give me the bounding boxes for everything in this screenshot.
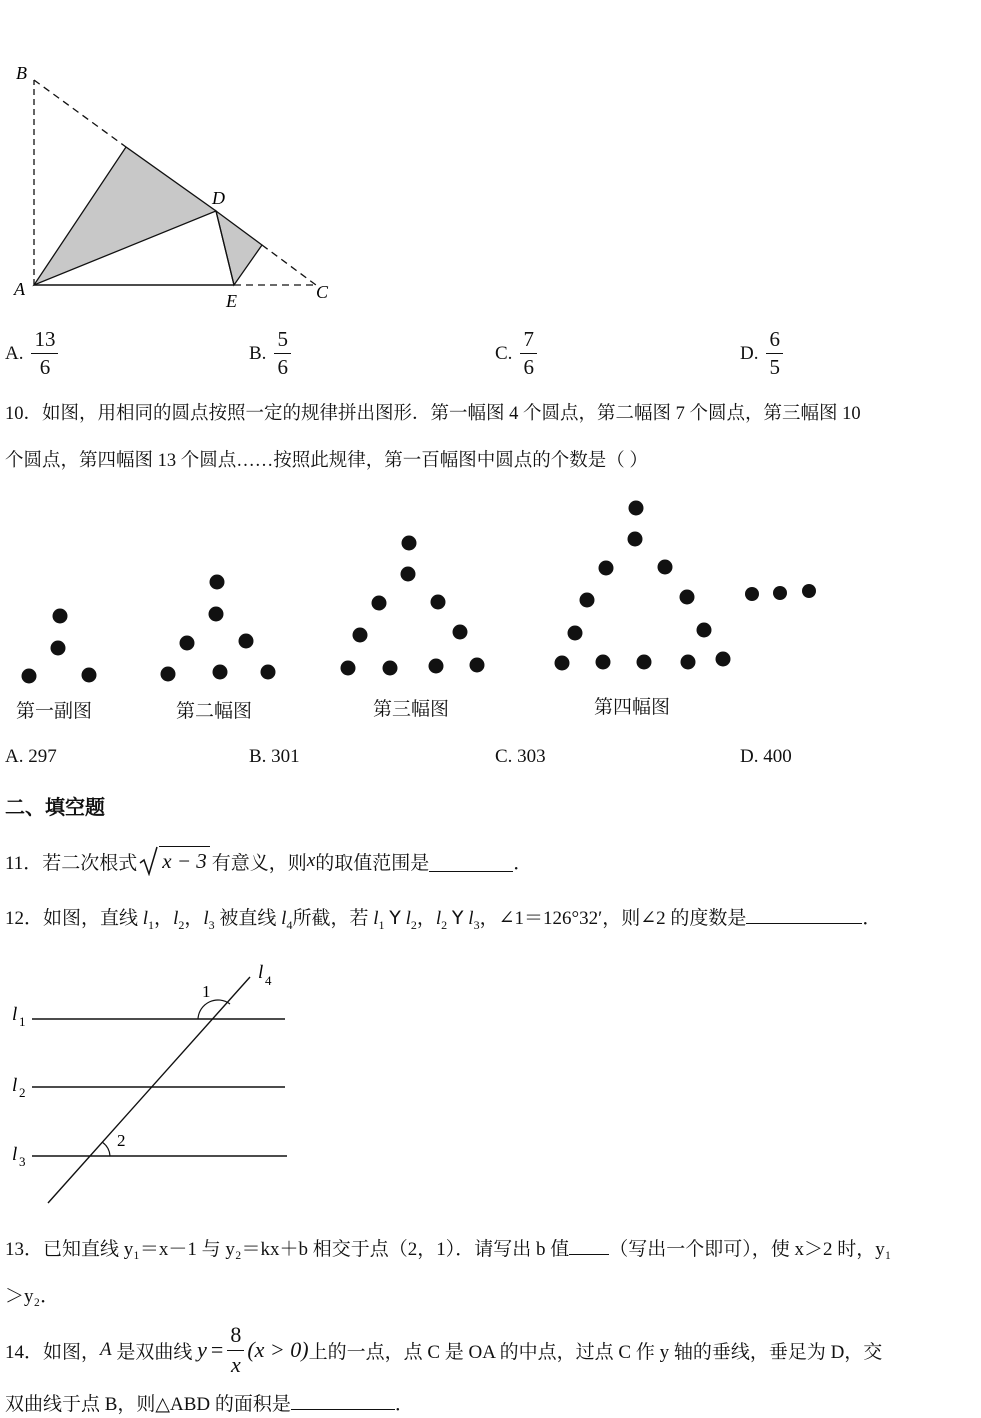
- sub-3: 3: [208, 917, 215, 932]
- q12-end: ．: [862, 908, 882, 929]
- line-l2: l: [173, 908, 179, 929]
- line-l2: l: [435, 908, 442, 929]
- shaded-triangle-small: [216, 211, 262, 285]
- numerator: 7: [520, 328, 537, 354]
- q12-text-a: 12．如图，直线: [5, 908, 143, 929]
- q14-line2: [5, 1389, 414, 1416]
- option-fraction: [31, 328, 58, 379]
- label-l1: l: [12, 1004, 18, 1025]
- option-letter: D.: [740, 342, 759, 364]
- denominator: 6: [523, 355, 534, 380]
- option-fraction: [274, 328, 291, 379]
- sub-2: 2: [178, 917, 185, 932]
- answer-blank[interactable]: [569, 1236, 609, 1255]
- angle-label-2: 2: [117, 1131, 126, 1150]
- point-label-a: A: [14, 279, 25, 299]
- q14-line1: [5, 1322, 882, 1378]
- label-l3-sub: 3: [19, 1154, 26, 1169]
- q14-text-a: 14．如图，: [5, 1341, 101, 1363]
- line-l2: l: [405, 908, 411, 929]
- denominator: x: [230, 1351, 241, 1377]
- q10-option-a[interactable]: A. 297: [5, 746, 57, 767]
- comma: ，: [416, 908, 436, 929]
- q13-text: 13．已知直线 y₁＝x－1 与 y₂＝kx＋b 相交于点（2，1）．请写出 b 值: [5, 1239, 570, 1260]
- q11: [5, 846, 532, 876]
- q10-option-c[interactable]: C. 303: [495, 746, 546, 767]
- comma: ，: [154, 908, 174, 929]
- segment-bc-2: [262, 245, 316, 285]
- q14-end: ．: [394, 1394, 414, 1415]
- q10-line2: 个圆点，第四幅图 13 个圆点……按照此规律，第一百幅图中圆点的个数是（ ）: [5, 451, 648, 471]
- sub-1: 1: [148, 917, 155, 932]
- sub-4: 4: [286, 917, 293, 932]
- eq-condition: (x > 0): [247, 1337, 309, 1362]
- parallel-symbol: Y: [389, 907, 401, 929]
- sub-2: 2: [441, 917, 448, 932]
- eq-equals: =: [210, 1337, 224, 1362]
- q12: [5, 903, 881, 933]
- label-l4: l: [258, 962, 264, 983]
- point-a: A: [100, 1339, 112, 1360]
- line-l3: l: [468, 908, 474, 929]
- angle-2-arc: [102, 1142, 110, 1156]
- line-l1: l: [373, 908, 379, 929]
- label-l1-sub: 1: [19, 1014, 26, 1029]
- q9-option-c[interactable]: [495, 328, 537, 379]
- option-fraction: [766, 328, 783, 379]
- parallel-lines-figure: [5, 960, 305, 1210]
- point-label-e: E: [226, 291, 237, 310]
- numerator: 5: [274, 328, 291, 354]
- denominator: 6: [39, 355, 51, 380]
- angle-1-arc: [198, 1000, 230, 1019]
- segment-bc: [34, 80, 126, 147]
- shaded-triangle-large: [34, 147, 216, 285]
- option-letter: C.: [495, 342, 513, 364]
- label-l2-sub: 2: [19, 1085, 26, 1100]
- denominator: 6: [277, 355, 288, 380]
- line-l3: l: [203, 908, 209, 929]
- q11-end: ．: [513, 852, 533, 874]
- option-letter: B.: [249, 342, 267, 364]
- sub-2: 2: [410, 917, 417, 932]
- point-label-d: D: [212, 188, 225, 208]
- sqrt-icon: [139, 846, 159, 876]
- answer-blank[interactable]: [746, 905, 862, 924]
- numerator: 13: [31, 328, 58, 354]
- q10-option-d[interactable]: D. 400: [740, 746, 792, 767]
- figure-label-1: 第一副图: [16, 700, 93, 722]
- q11-var: x: [306, 850, 316, 871]
- answer-blank[interactable]: [429, 851, 513, 872]
- label-l3: l: [12, 1144, 18, 1165]
- line-l4: l: [281, 908, 287, 929]
- point-label-c: C: [316, 282, 329, 302]
- triangle-figure: [8, 55, 338, 310]
- q11-prefix: 11．若二次根式: [5, 852, 138, 874]
- q14-text-b: 是双曲线: [111, 1341, 198, 1363]
- line-l4: [48, 977, 250, 1203]
- sub-3: 3: [473, 917, 480, 932]
- q14-text: 双曲线于点 B，则△ABD 的面积是: [5, 1394, 291, 1415]
- q12-angle-text: ，∠1＝126°32′，则∠2 的度数是: [479, 908, 747, 929]
- dot-pattern-figure: [0, 495, 830, 725]
- q9-option-a[interactable]: [5, 328, 58, 379]
- radicand: x − 3: [159, 846, 210, 874]
- eq-y: y: [197, 1337, 207, 1362]
- q11-suffix-a: 有意义，则: [211, 852, 307, 874]
- q12-text-c: 所截，若: [292, 908, 374, 929]
- parallel-symbol: Y: [451, 907, 464, 929]
- section-heading: 二、填空题: [5, 795, 105, 819]
- q10-line1: 10．如图，用相同的圆点按照一定的规律拼出图形．第一幅图 4 个圆点，第二幅图 7 个圆点，第三幅图 10: [5, 404, 861, 424]
- figure-label-4: 第四幅图: [594, 696, 671, 718]
- q13-line2: ＞y₂．: [5, 1286, 60, 1307]
- option-fraction: [520, 328, 537, 379]
- eq-fraction: [227, 1323, 244, 1376]
- q9-option-b[interactable]: [249, 328, 291, 379]
- q11-suffix-b: 的取值范围是: [315, 852, 430, 874]
- option-letter: A.: [5, 342, 24, 364]
- angle-label-1: 1: [202, 982, 211, 1001]
- numerator: 6: [766, 328, 783, 354]
- line-l1: l: [142, 908, 149, 929]
- figure-label-3: 第三幅图: [373, 698, 450, 720]
- answer-blank[interactable]: [291, 1391, 395, 1410]
- denominator: 5: [769, 355, 780, 380]
- sqrt-expression: [139, 846, 210, 876]
- figure-label-2: 第二幅图: [176, 700, 253, 722]
- q12-text-b: 被直线: [214, 908, 282, 929]
- q14-text-c: 上的一点，点 C 是 OA 的中点，过点 C 作 y 轴的垂线，垂足为 D，交: [308, 1341, 883, 1363]
- point-label-b: B: [16, 63, 27, 83]
- q13-text-b: （写出一个即可），使 x＞2 时，y₁: [609, 1239, 892, 1260]
- q10-option-b[interactable]: B. 301: [249, 746, 300, 767]
- q9-option-d[interactable]: [740, 328, 783, 379]
- label-l4-sub: 4: [265, 973, 272, 988]
- numerator: 8: [227, 1323, 244, 1350]
- sub-1: 1: [378, 917, 385, 932]
- comma: ，: [184, 908, 204, 929]
- label-l2: l: [12, 1075, 18, 1096]
- q13-line1: [5, 1234, 891, 1261]
